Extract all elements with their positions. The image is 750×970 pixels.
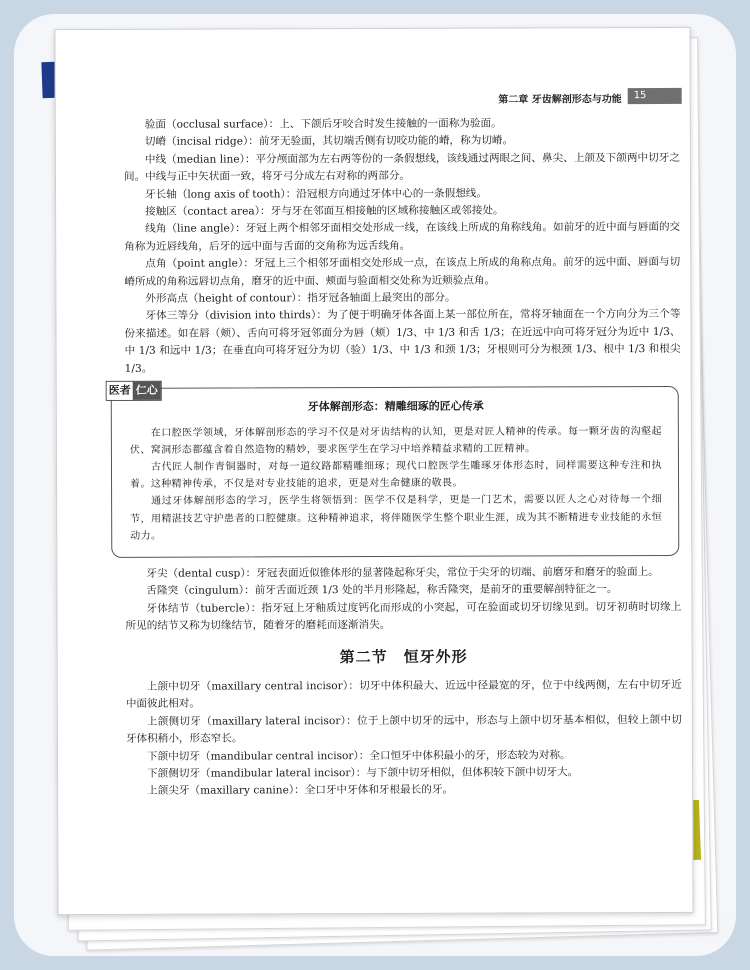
- paragraph: 下颌侧切牙（mandibular lateral incisor）：与下颌中切牙相似，但体积较下颌中切牙大。: [147, 766, 579, 780]
- paragraph: 外形高点（height of contour）：指牙冠各轴面上最突出的部分。: [145, 291, 456, 305]
- box-paragraph: 在口腔医学领域，牙体解剖形态的学习不仅是对牙齿结构的认知，更是对匠人精神的传承。每一颗牙齿的沟壑起伏、窝洞形态都蕴含着自然造物的精妙，要求医学生在学习中培养精益求精的工匠精神。: [129, 425, 662, 456]
- paragraph: 中线（median line）：平分颅面部为左右两等份的一条假想线，该线通过两眼之间、鼻尖、上颌及下颌两中切牙之间。中线与正中矢状面一致，将牙弓分成左右对称的两部分。: [123, 151, 680, 184]
- paragraph: 上颌中切牙（maxillary central incisor）：切牙中体积最大、近远中径最宽的牙，位于中线两侧，左右中切牙近中面彼此相对。: [125, 678, 682, 711]
- box-paragraph: 古代匠人制作青铜器时，对每一道纹路都精雕细琢；现代口腔医学生雕琢牙体形态时，同样需要这种专注和执着。这种精神传承，不仅是对专业技能的追求，更是对生命健康的敬畏。: [130, 459, 663, 490]
- sidebar-box: [108, 383, 680, 558]
- box-tag-right: 仁心: [133, 382, 161, 400]
- box-tag: [106, 381, 162, 401]
- box-tag-left: 医者: [107, 382, 133, 400]
- paragraph: 舌隆突（cingulum）：前牙舌面近颈 1/3 处的半月形隆起，称舌隆突，是前牙的重要解剖特征之一。: [146, 583, 618, 598]
- paragraph: 点角（point angle）：牙冠上三个相邻牙面相交处形成一点，在该点上所成的角称点角。前牙的远中面、唇面与切嵴所成的角称远唇切点角，磨牙的近中面、颊面与验面相交处称为近颊验点角。: [124, 256, 681, 288]
- paragraph: 下颌中切牙（mandibular central incisor）：全口恒牙中体积最小的牙，形态较为对称。: [146, 748, 571, 763]
- paragraph: 接触区（contact area）：牙与牙在邻面互相接触的区域称接触区或邻接处。: [145, 204, 504, 218]
- chapter-title: 第二章 牙齿解剖形态与功能: [498, 94, 622, 106]
- paragraph: 牙体结节（tubercle）：指牙冠上牙釉质过度钙化而形成的小突起，可在验面或切牙切缘见到。切牙初萌时切缘上所见的结节又称为切缘结节，随着牙的磨耗而逐渐消失。: [125, 600, 682, 633]
- paragraph: 牙体三等分（division into thirds）：为了便于明确牙体各面上某一部位所在，常将牙轴面在一个方向分为三个等份来描述。如在唇（颊）、舌向可将牙冠邻面分为唇（颊）1/3、中 1/3 和舌 1/3；在近远中向可将牙冠分为近中 1/3、中 1/3 和远中 1/3；在垂直向可将牙冠分为切（验）1/3、中 1/3 和颈 1/3；牙根则可分为根颈 1/3、根中 1/3 和根尖 1/3。: [124, 308, 681, 375]
- box-paragraph: 通过牙体解剖形态的学习，医学生将领悟到：医学不仅是科学，更是一门艺术，需要以匠人之心对待每一个细节，用精湛技艺守护患者的口腔健康。这种精神追求，将伴随医学生整个职业生涯，成为其不断精进专业技能的永恒动力。: [130, 494, 663, 542]
- paragraph: 线角（line angle）：牙冠上两个相邻牙面相交处形成一线，在该线上所成的角称线角。如前牙的近中面与唇面的交角称为近唇线角，后牙的远中面与舌面的交角称为远舌线角。: [124, 221, 681, 253]
- running-header: [486, 88, 676, 105]
- page-body: [108, 115, 682, 801]
- paragraph: 上颌侧切牙（maxillary lateral incisor）：位于上颌中切牙的远中，形态与上颌中切牙基本相似，但较上颌中切牙体积稍小，形态窄长。: [125, 713, 682, 746]
- paragraph: 牙尖（dental cusp）：牙冠表面近似锥体形的显著隆起称牙尖，常位于尖牙的切端、前磨牙和磨牙的验面上。: [146, 565, 659, 580]
- paragraph: 牙长轴（long axis of tooth）：沿冠根方向通过牙体中心的一条假想线。: [145, 187, 487, 201]
- book-page: [54, 27, 693, 915]
- section-title: 第二节 恒牙外形: [339, 647, 468, 666]
- paragraph: 切嵴（incisal ridge）：前牙无验面，其切端舌侧有切咬功能的嵴，称为切嵴。: [144, 134, 514, 149]
- paragraph: 验面（occlusal surface）：上、下颌后牙咬合时发生接触的一面称为验面。: [144, 117, 502, 131]
- box-title: 牙体解剖形态：精雕细琢的匠心传承: [307, 399, 484, 414]
- page-number: 15: [628, 88, 682, 104]
- paragraph: 上颌尖牙（maxillary canine）：全口牙中牙体和牙根最长的牙。: [147, 784, 454, 798]
